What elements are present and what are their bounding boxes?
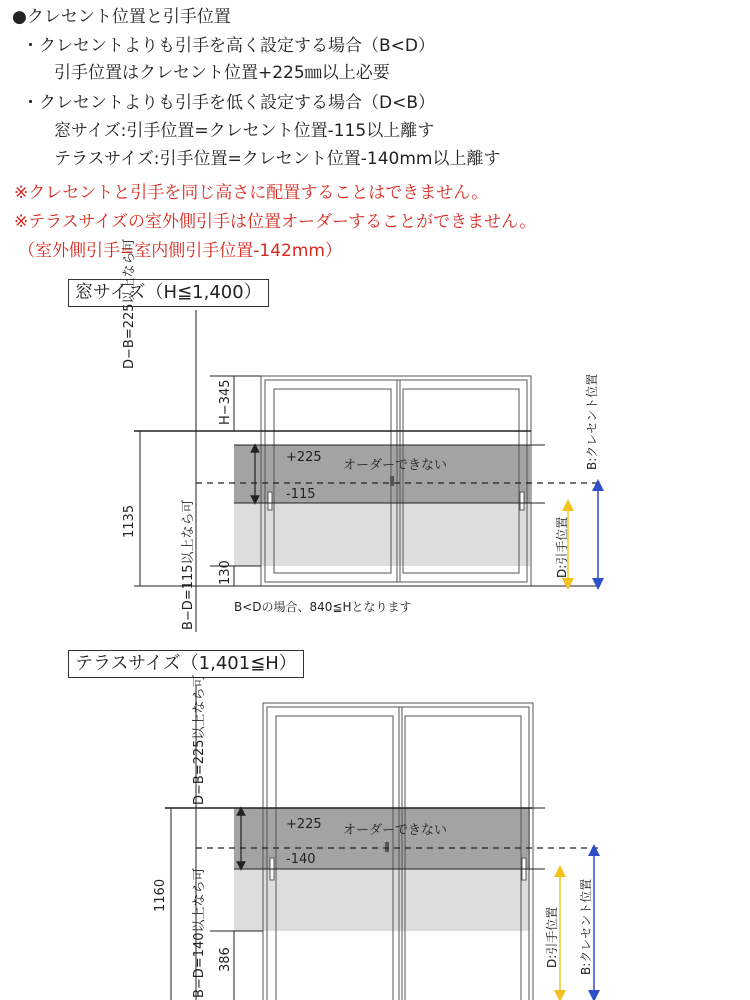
window-dark-zone <box>234 445 530 503</box>
window-dim-bottom: 130 <box>218 560 233 585</box>
window-plus-label: +225 <box>286 450 322 465</box>
terrace-minus-label: -140 <box>286 852 316 867</box>
window-dim-total: 1135 <box>122 504 137 538</box>
window-crescent-lock <box>390 476 394 486</box>
notes-line-5: テラスサイズ:引手位置=クレセント位置-140mm以上離す <box>54 149 501 169</box>
terrace-label-b: B:クレセント位置 <box>579 878 593 975</box>
terrace-dim-bottom: 386 <box>218 947 233 972</box>
terrace-label-d: D:引手位置 <box>545 906 559 968</box>
window-size-label: 窓サイズ（H≦1,400） <box>68 279 269 307</box>
notes-line-1: ・クレセントよりも引手を高く設定する場合（B<D） <box>22 36 435 56</box>
terrace-light-zone <box>234 869 530 931</box>
terrace-diagram <box>153 674 600 1000</box>
window-upper-vertical-label: D−B=225以上なら可 <box>122 238 137 369</box>
window-zone-text: オーダーできない <box>343 458 448 473</box>
terrace-size-label: テラスサイズ（1,401≦H） <box>68 650 304 678</box>
warning-line-3: （室外側引手=室内側引手位置-142mm） <box>18 241 342 261</box>
window-diagram <box>122 238 600 632</box>
notes-line-4: 窓サイズ:引手位置=クレセント位置-115以上離す <box>54 121 435 141</box>
window-footnote: B<Dの場合、840≦Hとなります <box>234 600 412 614</box>
notes-line-2: 引手位置はクレセント位置+225㎜以上必要 <box>54 63 390 83</box>
window-dim-top: H−345 <box>218 379 233 425</box>
notes-line-3: ・クレセントよりも引手を低く設定する場合（D<B） <box>22 93 435 113</box>
terrace-plus-label: +225 <box>286 817 322 832</box>
window-minus-label: -115 <box>286 487 316 502</box>
terrace-crescent-lock <box>385 842 389 852</box>
window-label-d: D:引手位置 <box>555 516 569 578</box>
terrace-zone-text: オーダーできない <box>343 823 448 838</box>
warning-line-2: ※テラスサイズの室外側引手は位置オーダーすることができません。 <box>14 212 537 232</box>
window-handle-right <box>520 492 524 510</box>
terrace-dim-total: 1160 <box>153 878 168 912</box>
notes-heading: ●クレセント位置と引手位置 <box>12 7 231 27</box>
terrace-lower-vertical-label: B−D=140以上なら可 <box>192 867 207 998</box>
terrace-upper-vertical-label: D−B=225以上なら可 <box>192 674 207 805</box>
window-light-zone <box>234 503 530 566</box>
warning-line-1: ※クレセントと引手を同じ高さに配置することはできません。 <box>14 183 489 203</box>
window-label-b: B:クレセント位置 <box>585 373 599 470</box>
window-handle-left <box>268 492 272 510</box>
terrace-dark-zone <box>234 808 530 869</box>
window-lower-vertical-label: B−D=115以上なら可 <box>181 499 196 630</box>
